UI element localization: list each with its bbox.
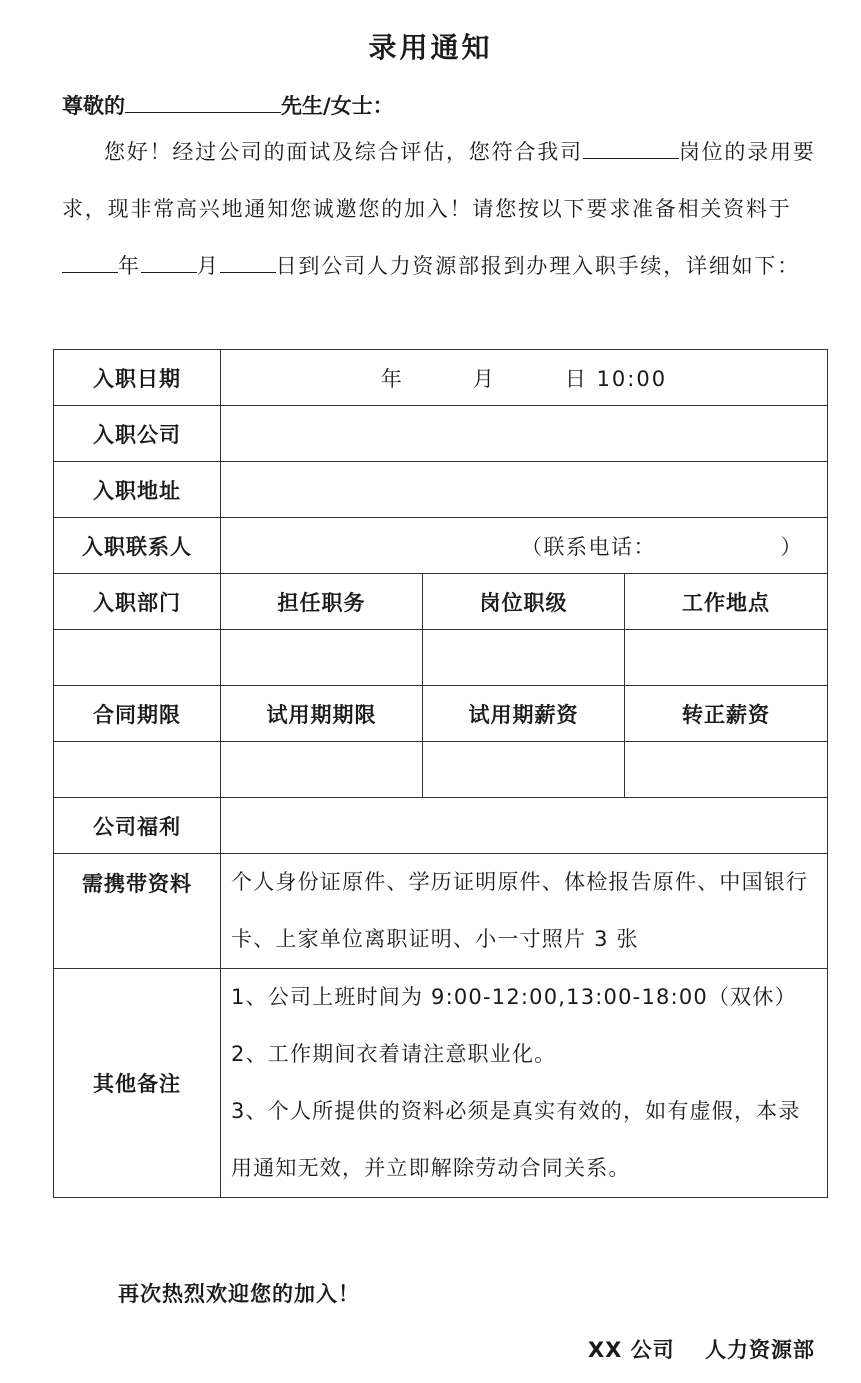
entry-date-label: 入职日期 xyxy=(54,350,221,406)
entry-company-label: 入职公司 xyxy=(54,406,221,462)
remark-item: 1、公司上班时间为 9:00-12:00,13:00-18:00（双休） xyxy=(231,985,797,1009)
table-row xyxy=(54,854,828,969)
contract-label: 合同期限 xyxy=(54,686,221,742)
table-row xyxy=(54,462,828,518)
entry-date-value[interactable]: 年 月 日 10:00 xyxy=(221,350,828,406)
name-blank[interactable] xyxy=(125,94,281,113)
workplace-label: 工作地点 xyxy=(625,574,828,630)
benefits-label: 公司福利 xyxy=(54,798,221,854)
table-row xyxy=(54,969,828,1198)
month-blank[interactable] xyxy=(141,252,197,273)
workplace-field[interactable] xyxy=(625,630,828,686)
salutation-prefix: 尊敬的 xyxy=(62,94,125,118)
documents-label: 需携带资料 xyxy=(54,854,221,969)
table-row xyxy=(54,406,828,462)
intro-month: 月 xyxy=(196,254,220,278)
signature-line: XX 公司 人力资源部 xyxy=(587,1338,815,1362)
intro-year: 年 xyxy=(118,254,141,278)
position-label: 担任职务 xyxy=(221,574,423,630)
table-row xyxy=(54,742,828,798)
probation-period-label: 试用期期限 xyxy=(221,686,423,742)
probation-period-field[interactable] xyxy=(221,742,423,798)
table-row xyxy=(54,350,828,406)
contract-field[interactable] xyxy=(54,742,221,798)
remark-item: 2、工作期间衣着请注意职业化。 xyxy=(231,1042,557,1066)
probation-salary-field[interactable] xyxy=(423,742,625,798)
entry-company-field[interactable] xyxy=(221,406,828,462)
intro-part2: 岗位的录用要求，现非常高兴地通知您诚邀您的加入！请您按以下要求准备相关资料于 xyxy=(62,140,816,221)
department-field[interactable] xyxy=(54,630,221,686)
salutation-suffix: 先生/女士： xyxy=(281,94,394,118)
intro-part1: 您好！经过公司的面试及综合评估，您符合我司 xyxy=(104,140,583,164)
year-blank[interactable] xyxy=(62,252,118,273)
table-row xyxy=(54,686,828,742)
day-blank[interactable] xyxy=(220,252,276,273)
remark-item: 3、个人所提供的资料必须是真实有效的，如有虚假，本录用通知无效，并立即解除劳动合同关系。 xyxy=(231,1099,801,1180)
page-title: 录用通知 xyxy=(368,31,493,64)
remarks-label: 其他备注 xyxy=(54,969,221,1198)
table-row xyxy=(54,630,828,686)
entry-address-field[interactable] xyxy=(221,462,828,518)
salutation xyxy=(62,90,394,120)
closing-line: 再次热烈欢迎您的加入！ xyxy=(118,1282,360,1306)
position-field[interactable] xyxy=(221,630,423,686)
table-row xyxy=(54,574,828,630)
intro-part3: 日到公司人力资源部报到办理入职手续，详细如下： xyxy=(275,254,801,278)
level-label: 岗位职级 xyxy=(423,574,625,630)
entry-contact-label: 入职联系人 xyxy=(54,518,221,574)
regular-salary-field[interactable] xyxy=(625,742,828,798)
entry-contact-field[interactable]: （联系电话： ） xyxy=(221,518,828,574)
regular-salary-label: 转正薪资 xyxy=(625,686,828,742)
remarks-value xyxy=(221,969,828,1198)
entry-address-label: 入职地址 xyxy=(54,462,221,518)
level-field[interactable] xyxy=(423,630,625,686)
table-row xyxy=(54,518,828,574)
table-row xyxy=(54,798,828,854)
benefits-field[interactable] xyxy=(221,798,828,854)
probation-salary-label: 试用期薪资 xyxy=(423,686,625,742)
department-label: 入职部门 xyxy=(54,574,221,630)
documents-value: 个人身份证原件、学历证明原件、体检报告原件、中国银行卡、上家单位离职证明、小一寸照片 3 张 xyxy=(221,854,828,969)
offer-details-table xyxy=(53,349,828,1198)
position-blank[interactable] xyxy=(583,138,679,159)
intro-paragraph xyxy=(62,124,817,295)
